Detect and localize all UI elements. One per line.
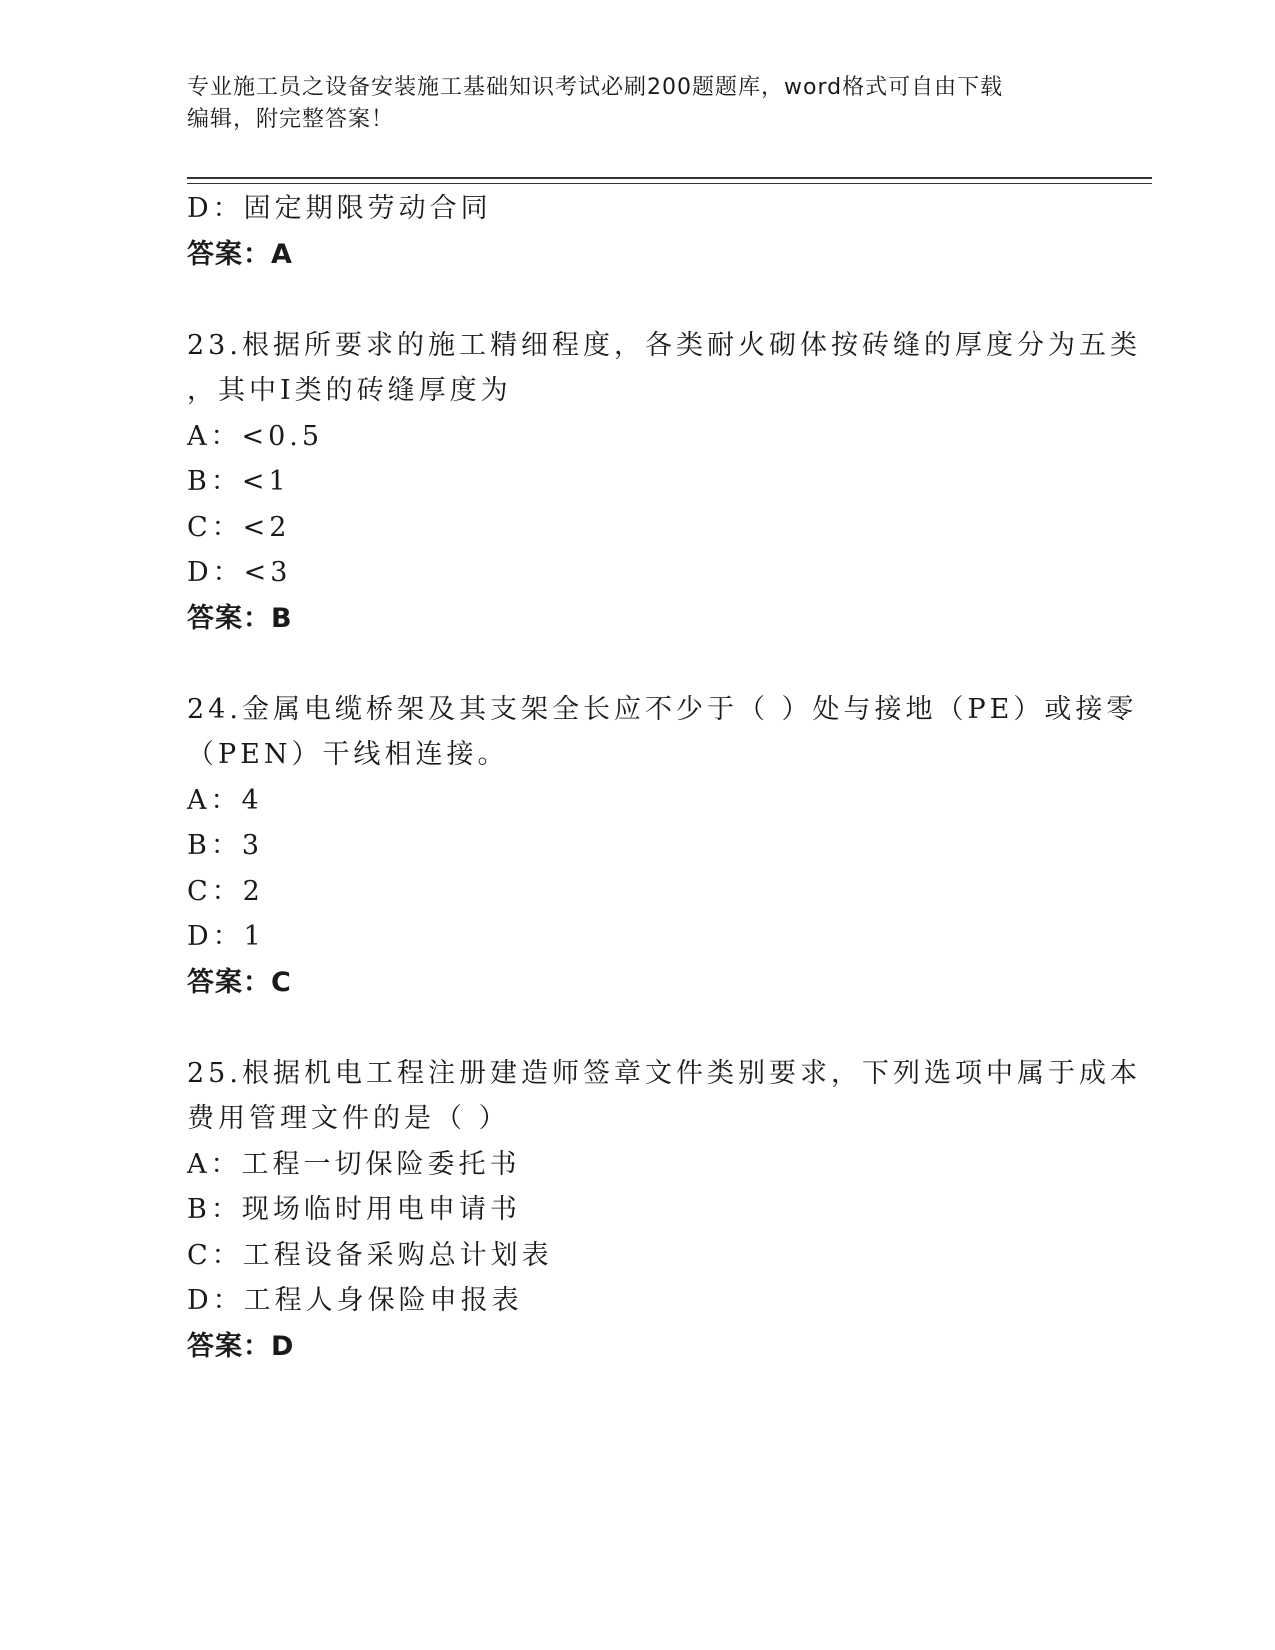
header-divider-thick — [187, 177, 1152, 179]
option-d: D：工程人身保险申报表 — [187, 1285, 523, 1316]
option-b: B：3 — [187, 830, 264, 861]
page-header — [187, 72, 1067, 136]
option-b: B：<1 — [187, 466, 290, 497]
question-stem: 25.根据机电工程注册建造师签章文件类别要求，下列选项中属于成本 — [187, 1057, 1141, 1089]
option-c: C：<2 — [187, 511, 291, 543]
option-d: D：1 — [187, 921, 265, 952]
spacer — [187, 641, 1067, 687]
option-a: A：<0.5 — [187, 420, 324, 452]
option-a: A：4 — [187, 784, 263, 816]
option-c: C：工程设备采购总计划表 — [187, 1239, 553, 1271]
option-d: D：<3 — [187, 557, 292, 588]
question-stem: 23.根据所要求的施工精细程度，各类耐火砌体按砖缝的厚度分为五类 — [187, 329, 1141, 361]
option-b: B：现场临时用电申请书 — [187, 1194, 521, 1225]
option-d: D：固定期限劳动合同 — [187, 193, 492, 224]
question-stem-continued: ，其中Ⅰ类的砖缝厚度为 — [187, 375, 512, 406]
answer-line: 答案：B — [187, 602, 293, 634]
spacer — [187, 1005, 1067, 1051]
header-divider-thin — [187, 183, 1152, 184]
question-content — [187, 186, 1141, 1369]
option-a: A：工程一切保险委托书 — [187, 1148, 521, 1180]
answer-line: 答案：A — [187, 238, 293, 270]
option-c: C：2 — [187, 875, 264, 907]
question-stem-continued: 费用管理文件的是（ ） — [187, 1103, 510, 1134]
question-25 — [187, 1051, 1141, 1370]
question-stem: 24.金属电缆桥架及其支架全长应不少于（ ）处与接地（PE）或接零 — [187, 693, 1138, 725]
header-line-1: 专业施工员之设备安装施工基础知识考试必刷200题题库，word格式可自由下载 — [187, 75, 1004, 100]
question-23 — [187, 323, 1141, 642]
question-24 — [187, 687, 1138, 1006]
header-line-2: 编辑，附完整答案！ — [187, 107, 395, 132]
spacer — [187, 277, 1067, 323]
question-stem-continued: （PEN）干线相连接。 — [187, 739, 509, 770]
answer-line: 答案：D — [187, 1330, 295, 1362]
answer-line: 答案：C — [187, 966, 292, 998]
